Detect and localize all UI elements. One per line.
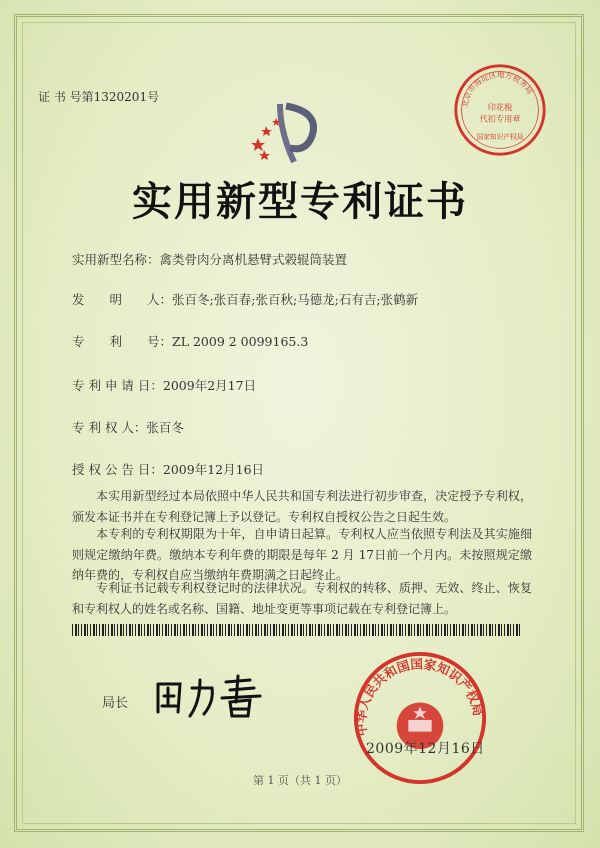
director-label: 局长 bbox=[102, 696, 129, 711]
body-paragraph: 本实用新型经过本局依照中华人民共和国专利法进行初步审查，决定授予专利权，颁发本证书并在专利登记簿上予以登记。专利权自授权公告之日起生效。 bbox=[72, 489, 532, 524]
patentee-label: 专 利 权 人： bbox=[72, 420, 147, 435]
tax-seal-line-1: 印花税 bbox=[487, 102, 513, 112]
filing-date-label: 专 利 申 请 日： bbox=[72, 378, 163, 393]
sipo-logo-icon bbox=[250, 92, 330, 172]
utility-model-name-row bbox=[72, 250, 347, 268]
filing-date-value: 2009年2月17日 bbox=[162, 378, 257, 393]
inventors-label: 发 明 人： bbox=[72, 292, 173, 307]
official-seal bbox=[352, 650, 488, 786]
tax-stamp-seal bbox=[452, 62, 548, 158]
utility-model-name-value: 禽类骨肉分离机悬臂式榖辊筒装置 bbox=[159, 252, 348, 267]
director-signature bbox=[150, 672, 270, 720]
patent-number-value: ZL 2009 2 0099165.3 bbox=[172, 334, 309, 349]
issue-date-stamp: 2009年12月16日 bbox=[366, 741, 485, 757]
grant-date-row bbox=[72, 460, 264, 478]
barcode bbox=[72, 624, 520, 636]
inventors-row bbox=[72, 290, 418, 308]
body-paragraph: 专利证书记载专利权登记时的法律状况。专利权的转移、质押、无效、终止、恢复和专利权人的姓名或名称、国籍、地址变更等事项记载在专利登记簿上。 bbox=[72, 581, 532, 616]
utility-model-name-label: 实用新型名称： bbox=[72, 252, 160, 267]
tax-seal-line-2: 代扣专用章 bbox=[479, 113, 521, 124]
official-seal-ring-text: 中华人民共和国国家知识产权局 bbox=[353, 656, 487, 738]
patent-number-label: 专 利 号： bbox=[72, 334, 173, 349]
certificate-number: 证 书 号第1320201号 bbox=[38, 90, 160, 104]
page-title: 实用新型专利证书 bbox=[132, 178, 468, 225]
patentee-value: 张百冬 bbox=[146, 420, 184, 435]
grant-date-label: 授 权 公 告 日： bbox=[72, 462, 163, 477]
tax-seal-ring-text: 北京市海淀区地方税务局 bbox=[460, 70, 535, 109]
inventors-value: 张百冬;张百春;张百秋;马德龙;石有吉;张鹤新 bbox=[172, 292, 419, 307]
filing-date-row bbox=[72, 376, 256, 394]
patentee-row bbox=[72, 418, 184, 436]
page-number: 第 1 页（共 1 页） bbox=[253, 774, 347, 787]
tax-seal-bottom-text: 国家知识产权局 bbox=[476, 132, 524, 141]
grant-date-value: 2009年12月16日 bbox=[162, 462, 265, 477]
patent-number-row bbox=[72, 332, 308, 350]
body-paragraph: 本专利的专利权期限为十年，自申请日起算。专利权人应当依照专利法及其实施细则规定缴纳年费。缴纳本专利年费的期限是每年 2 月 17日前一个月内。未按照规定缴纳年费的，专利权自应当缴纳年费期满之日起终止。 bbox=[72, 527, 532, 582]
